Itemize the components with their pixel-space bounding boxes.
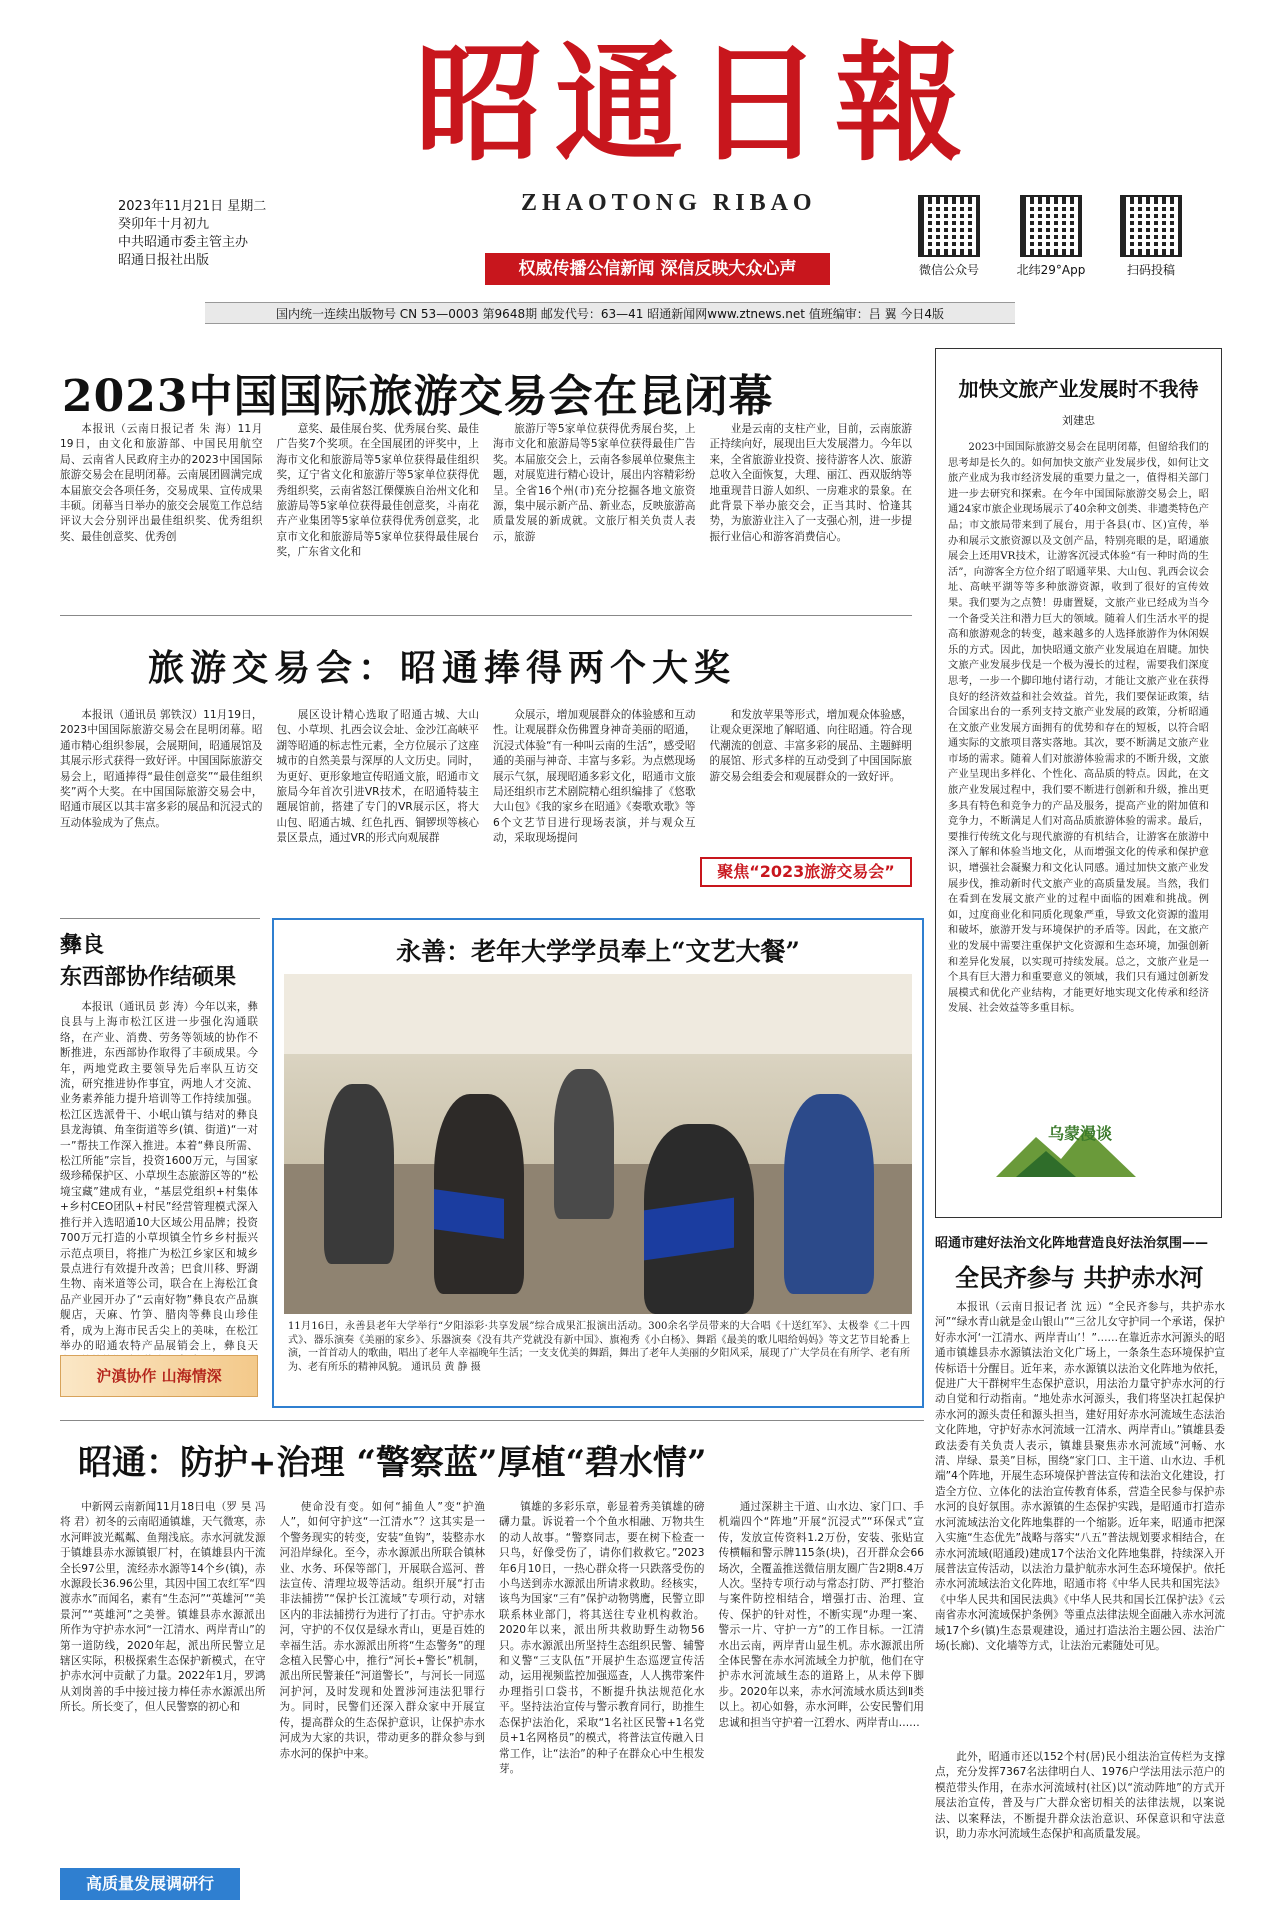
info-bar: 国内统一连续出版物号 CN 53—0003 第9648期 邮发代号：63—41 昭通新闻网www.ztnews.net 值班编审：吕 翼 今日4版 bbox=[205, 302, 1015, 324]
lunar-date: 癸卯年十月初九 bbox=[118, 217, 210, 232]
publisher: 昭通日报社出版 bbox=[118, 253, 210, 268]
qr-code-icon bbox=[918, 195, 980, 257]
qr-label: 微信公众号 bbox=[918, 263, 979, 277]
commentary-title: 加快文旅产业发展时不我待 bbox=[958, 377, 1199, 401]
qr-submit[interactable] bbox=[1120, 195, 1196, 278]
performance-photo bbox=[284, 974, 912, 1312]
police-col-2: 使命没有变。如何“捕鱼人”变“护渔人”，如何守护这“一江清水”？这其实是一个警务现实的转变，安装“鱼钩”，装整赤水河沿岸绿化。至今，赤水源派出所联合镇林业、水务、环保等部门，开展联合巡河、普法宣传、清理垃圾等活动。组织开展“打击非法捕捞”“保护长江流域”专项行动，对辖区内的非法捕捞行为进行了打击。守护赤水河，守护的不仅仅是绿水青山，更是百姓的幸福生活。赤水源派出所将“生态警务”的理念植入民警心中，推行“河长+警长”机制，派出所民警兼任“河道警长”，与河长一同巡河护河，及时发现和处置涉河违法犯罪行为。同时，民警们还深入群众家中开展宣传，提高群众的生态保护意识，让保护赤水河成为大家的共识，带动更多的群众参与到赤水河的保护中来。 bbox=[279, 1501, 485, 1760]
award-col-4: 和发放苹果等形式，增加观众体验感，让观众更深地了解昭通、向往昭通。符合现代潮流的创意、丰富多彩的展品、主题鲜明的展馆、形式多样的互动受到了中国国际旅游交易会组委会和观展群众的一致好评。 bbox=[709, 709, 912, 783]
qr-app[interactable] bbox=[1016, 195, 1096, 278]
qr-label: 扫码投稿 bbox=[1126, 263, 1175, 277]
lead-col-3: 旅游厅等5家单位获得优秀展台奖，上海市文化和旅游局等5家单位获得最佳广告奖。本届旅交会上，云南各参展单位聚焦主题，对展览进行精心设计，展出内容精彩纷呈。全省16个州(市)充分挖掘各地文旅资源，集中展示新产品、新业态，反映旅游高质量发展的新成就。文旅厅相关负责人表示，旅游 bbox=[493, 423, 696, 543]
masthead-pinyin: ZHAOTONG RIBAO bbox=[521, 190, 817, 216]
yiliang-subtitle: 东西部协作结硕果 bbox=[60, 964, 237, 990]
award-col-2: 展区设计精心选取了昭通古城、大山包、小草坝、扎西会议会址、金沙江高峡平湖等昭通的标志性元素，全方位展示了这座城市的自然美景与深厚的人文历史。同时，为更好、更形象地宣传昭通文旅，昭通市文旅局今年首次引进VR技术，在昭通特装主题展馆前，搭建了专门的VR展示区，将大山包、昭通古城、红色扎西、铜锣坝等核心景区景点，通过VR的形式向观展群 bbox=[276, 709, 479, 845]
law-text: 本报讯（云南日报记者 沈 远）“全民齐参与，共护赤水河”“绿水青山就是金山银山”“三岔儿女守护同一个承诺，保护好赤水河‘一江清水、两岸青山’！”……在靠近赤水河源头的昭通市镇雄县赤水源镇法治文化广场上，一条条生态环境保护宣传标语十分醒目。近年来，赤水源镇以法治文化阵地为依托，促进广大干群树牢生态保护意识，用法治力量守护赤水河的行动自觉和行动指南。“地处赤水河源头，我们将坚决扛起保护赤水河的源头责任和源头担当，建好用好赤水河流域生态法治文化阵地，守护好赤水河流域一江清水、两岸青山。”镇雄县委政法委有关负责人表示，镇雄县聚焦赤水河流域“河畅、水清、岸绿、景美”目标，围绕“家门口、主干道、山水边、手机端”4个阵地，开展生态环境保护普法宣传和法治文化建设，打造全方位、立体化的法治宣传教育体系，营造全民参与保护赤水河的良好氛围。赤水源镇的生态保护实践，是昭通市打造赤水河流域法治文化阵地集群的一个缩影。近年来，昭通市把深入实施“生态优先”战略与落实“八五”普法规划要求相结合，在赤水河流域(昭通段)建成17个法治文化阵地集群，持续深入开展普法宣传活动，以法治力量护航赤水河生态环境保护。依托赤水河流域法治文化阵地，昭通市将《中华人民共和国宪法》《中华人民共和国民法典》《中华人民共和国长江保护法》《云南省赤水河流域保护条例》等重点法律法规全面融入赤水河流域17个乡(镇)生态景观建设，通过打造法治主题公园、法治广场(长廊)、文化墙等方式，让法治元素随处可见。 bbox=[935, 1301, 1225, 1652]
police-banner: 高质量发展调研行 bbox=[60, 1868, 240, 1900]
lead-body bbox=[60, 422, 912, 602]
award-col-1: 本报讯（通讯员 郭铁汉）11月19日，2023中国国际旅游交易会在昆明闭幕。昭通市精心组织参展，会展期间，昭通展馆及其展示形式获得一致好评。中国国际旅游交易会上，昭通捧得“最佳创意奖”“最佳组织奖”两个大奖。在中国国际旅游交易会中，昭通市展区以其丰富多彩的展品和沉浸式的互动体验成为了焦点。 bbox=[60, 709, 263, 829]
police-col-3: 镇雄的多彩乐章，彰显着秀美镇雄的磅礴力量。诉说着一个个鱼水相融、万物共生的动人故事。“警察同志，要在树下检查一只鸟，好像受伤了，请你们救救它。”2023年6月10日，一热心群众将一只跌落受伤的小鸟送到赤水源派出所请求救助。经核实，该鸟为国家“三有”保护动物鸮鹰，民警立即联系林业部门，将其送往专业机构救治。2020年以来，派出所共救助野生动物56只。赤水源派出所坚持生态组织民警、辅警和义警“三支队伍”开展护生态巡逻宣传活动，运用视频监控加强巡查，人人携带案件办理指引口袋书，不断提升执法规范化水平。坚持法治宣传与警示教育同行，助推生态保护法治化，采取“1名社区民警+1名党员+1名网格员”的模式，将普法宣传融入日常工作，让“法治”的种子在群众心中生根发芽。 bbox=[499, 1501, 705, 1775]
award-headline: 旅游交易会：昭通捧得两个大奖 bbox=[148, 647, 737, 689]
commentary-box bbox=[935, 348, 1222, 1218]
qr-code-icon bbox=[1020, 195, 1082, 257]
commentary-logo bbox=[986, 1117, 1166, 1181]
logo-text: 乌蒙漫谈 bbox=[1048, 1124, 1113, 1143]
yiliang-title: 彝良 bbox=[60, 932, 105, 958]
lead-col-1: 本报讯（云南日报记者 朱 海）11月19日，由文化和旅游部、中国民用航空局、云南省人民政府主办的2023中国国际旅游交易会在昆明闭幕。云南展团圆满完成本届旅交会各项任务，交易成果、宣传成果丰硕。闭幕当日举办的旅交会展览工作总结评议大会分别评出最佳组织奖、优秀组织奖、最佳创意奖、优秀创 bbox=[60, 423, 263, 543]
masthead-slogan: 权威传播公信新闻 深信反映大众心声 bbox=[485, 253, 830, 285]
lead-headline: 2023中国国际旅游交易会在昆闭幕 bbox=[62, 371, 774, 422]
photo-credit: 通讯员 黄 静 摄 bbox=[411, 1361, 481, 1373]
law-kicker: 昭通市建好法治文化阵地营造良好法治氛围—— bbox=[935, 1236, 1209, 1251]
photo-headline: 永善：老年大学学员奉上“文艺大餐” bbox=[396, 937, 800, 966]
qr-label: 北纬29°App bbox=[1016, 263, 1086, 277]
police-col-1: 中新网云南新闻11月18日电（罗 昊 冯 将 君）初冬的云南昭通镇雄，天气微寒，赤水河畔波光粼粼、鱼翔浅底。赤水河就发源于镇雄县赤水源镇银厂村，在镇雄县内干流全长97公里，流经赤水源等14个乡(镇)，赤水源段长36.96公里，其因中国工农红军“四渡赤水”而闻名，素有“生态河”“英雄河”“美景河”“英雄河”之美誉。镇雄县赤水源派出所作为守护赤水河“一江清水、两岸青山”的第一道防线，2020年起，派出所民警立足辖区实际，积极探索生态保护新模式，在守护赤水河中贡献了力量。2022年1月，罗鸿从刘岗善的手中接过接力棒任赤水源派出所所长。所长变了，但人民警察的初心和 bbox=[60, 1501, 266, 1714]
masthead-title: 昭通日報 bbox=[415, 29, 976, 179]
focus-badge: 聚焦“2023旅游交易会” bbox=[700, 857, 912, 887]
lead-col-2: 意奖、最佳展台奖、优秀展台奖、最佳广告奖7个奖项。在全国展团的评奖中，上海市文化和旅游局等5家单位获得最佳组织奖，辽宁省文化和旅游厅等5家单位获得优秀组织奖，云南省怒江傈僳族自治州文化和旅游局等5家单位获得最佳创意奖，斗南花卉产业集团等5家单位获得优秀创意奖，北京市文化和旅游局等5家单位获得最佳展台奖，广东省文化和 bbox=[276, 423, 479, 559]
qr-code-icon bbox=[1120, 195, 1182, 257]
sponsor: 中共昭通市委主管主办 bbox=[118, 235, 249, 250]
photo-story-box bbox=[272, 918, 924, 1408]
date-block bbox=[118, 198, 266, 270]
banner-text: 沪滇协作 山海情深 bbox=[96, 1367, 222, 1385]
police-headline: 昭通：防护+治理 “警察蓝”厚植“碧水情” bbox=[78, 1443, 707, 1483]
law-text-2: 此外，昭通市还以152个村(居)民小组法治宣传栏为支撑点，充分发挥7367名法律明白人、1976户学法用法示范户的模范带头作用，在赤水河流域村(社区)以“流动阵地”的方式开展法治宣传，普及与广大群众密切相关的法律法规，以案说法、以案释法，不断提升群众法治意识、环保意识和守法意识，助力赤水河流域生态保护和高质量发展。 bbox=[935, 1751, 1225, 1841]
police-col-4: 通过深耕主干道、山水边、家门口、手机端四个“阵地”开展“沉浸式”“环保式”宣传，发放宣传资料1.2万份，安装、张贴宣传横幅和警示牌115条(块)，召开群众会66场次，全覆盖推送微信朋友圈广告2期8.4万人次。坚持专项行动与常态打防、严打整治与案件防控相结合，增强打击、治理、宣传、保护的针对性，不断实现“办理一案、警示一片、守护一方”的工作目标。一江清水出云南，两岸青山显生机。赤水源派出所全体民警在赤水河流域全力护航，他们在守护赤水河流域生态的道路上，从未停下脚步。2020年以来，赤水河流域水质达到Ⅱ类以上。初心如磐，赤水河畔，公安民警们用忠诚和担当守护着一江碧水、两岸青山…… bbox=[718, 1501, 924, 1729]
yiliang-banner bbox=[60, 1355, 258, 1397]
police-body bbox=[60, 1500, 924, 1885]
yiliang-text: 本报讯（通讯员 彭 涛）今年以来，彝良县与上海市松江区进一步强化沟通联络，在产业、消费、劳务等领域的协作不断推进，东西部协作取得了丰硕成果。今年，两地党政主要领导先后率队互访交流，研究推进协作事宜，两地人才交流、业务素养能力提升培训等工作持续加强。松江区选派骨干、小岷山镇与结对的彝良县龙海镇、角奎街道等乡(镇、街道)“一对一”帮扶工作深入推进。本着“彝良所需、松江所能”宗旨，投资1600万元，与国家级珍稀保护区、小草坝生态旅游区等的“松境宝藏”建成有业，“基层党组织+村集体+乡村CEO团队+村民”经营管理模式深入推行并入选昭通10大区域公用品牌；投资700万元打造的小草坝镇全竹乡乡村振兴示范点项目，将推广为松江乡家区和城乡景点进行有效提升改善；巴食川移、野湖生物、南米道等公司，联合在上海松江食品产业园开办了“云南好物”彝良农产品旗舰店，天麻、竹笋、腊肉等彝良山珍佳肴，成为上海市民舌尖上的美味，在松江举办的昭通农特产品展销会上，彝良天 bbox=[60, 1001, 258, 1352]
award-col-3: 众展示，增加观展群众的体验感和互动性。让观展群众伤佛置身神奇美丽的昭通，沉浸式体验“有一种叫云南的生活”，感受昭通的美丽与神奇、丰富与多彩。为点燃现场展示气氛，展现昭通多彩文化，昭通市文旅局还组织市艺术剧院精心组织编排了《悠歌大山包》《我的家乡在昭通》《奏歌欢歌》等6个文艺节目进行现场表演，并与观众互动，采取现场提问 bbox=[493, 709, 696, 845]
commentary-text: 2023中国国际旅游交易会在昆明闭幕，但留给我们的思考却是长久的。如何加快文旅产业发展步伐，如何让文旅产业成为我市经济发展的重要力量之一，值得相关部门进一步去研究和探索。在今年中国国际旅游交易会上，昭通24家市旅企业现场展示了40余种文创类、非遗类特色产品；市文旅局带来到了展台，用于各县(市、区)宣传，举办和展示文旅资源以及文创产品，特别亮眼的是，昭通旅展会上还用VR技术，让游客沉浸式体验“有一种时尚的生活”，向游客全方位介绍了昭通苹果、大山包、乳西会议会址、高峡平湖等等多种旅游资源，收到了很好的宣传效果。我们要为之点赞！毋庸置疑，文旅产业已经成为当今一个备受关注和潜力巨大的领域。随着人们生活水平的提高和旅游观念的转变，越来越多的人选择旅游作为休闲娱乐的方式。因此，加快昭通文旅产业发展迫在眉睫。加快文旅产业发展步伐是一个极为漫长的过程，需要我们深度思考，一步一个脚印地付诸行动，才能让文旅产业在获得良好的经济效益和社会效益。首先，我们要保证政策，结合国家出台的一系列支持文旅产业发展的政策，分析昭通在文旅产业发展方面拥有的优势和存在的短板，以符合昭通实际的文旅项目落实落地。其次，要不断满足文旅产业市场的需求。随着人们对旅游体验需求的不断升级，文旅产业呈现出多样化、个性化、高品质的特点。因此，在文旅产业发展过程中，我们要不断进行创新和升级，推出更多具有特色和竞争力的产品及服务，提高产业的附加值和竞争力，不断满足人们对高品质旅游体验的需求。最后，要推行传统文化与现代旅游的有机结合，让游客在旅游中深入了解和体验当地文化，从而增强文化的传承和保护意识，增强社会凝聚力和文化认同感。通过加快文旅产业发展步伐，推动新时代文旅产业的高质量发展。当然，我们在看到在发展文旅产业的过程中面临的困难和挑战。例如，过度商业化和同质化现象严重，导致文化资源的滥用和破坏，旅游开发与环境保护的矛盾等。因此，在文旅产业的发展中需要注重保护文化资源和生态环境，加强创新和差异化发展，以实现可持续发展。总之，文旅产业是一个具有巨大潜力和重要意义的领域，我们只有通过创新发展模式和优化产业结构，才能更好地实现文化传承和经济发展、社会效益等多重目标。 bbox=[948, 442, 1209, 1015]
lead-col-4: 业是云南的支柱产业，目前，云南旅游正持续向好，展现出巨大发展潜力。今年以来，全省旅游业投资、接待游客人次、旅游总收入全面恢复，大理、丽江、西双版纳等地重现昔日游人如织、一房难求的景象。在此背景下举办旅交会，正当其时、恰逢其势，为旅游业注入了一支强心剂，进一步提振行业信心和游客消费信心。 bbox=[709, 423, 912, 543]
law-headline: 全民齐参与 共护赤水河 bbox=[955, 1263, 1204, 1292]
issue-date: 2023年11月21日 星期二 bbox=[118, 199, 267, 214]
commentary-author: 刘建忠 bbox=[1062, 414, 1095, 427]
qr-wechat[interactable] bbox=[918, 195, 994, 278]
photo-caption: 11月16日，永善县老年大学举行“夕阳添彩·共享发展”综合成果汇报演出活动。300余名学员带来的大合唱《十送红军》、太极拳《二十四式》、器乐演奏《美丽的家乡》、乐器演奏《没有共产党就没有新中国》、旗袍秀《小白杨》、舞蹈《最美的歌儿唱给妈妈》等文艺节目轮番上演，一首首动人的歌曲，唱出了老年人幸福晚年生活；一支支优美的舞蹈，舞出了老年人美丽的夕阳风采，展现了广大学员在有所学、老有所为、老有所乐的精神风貌。 通讯员 黄 静 摄 bbox=[288, 1321, 910, 1373]
